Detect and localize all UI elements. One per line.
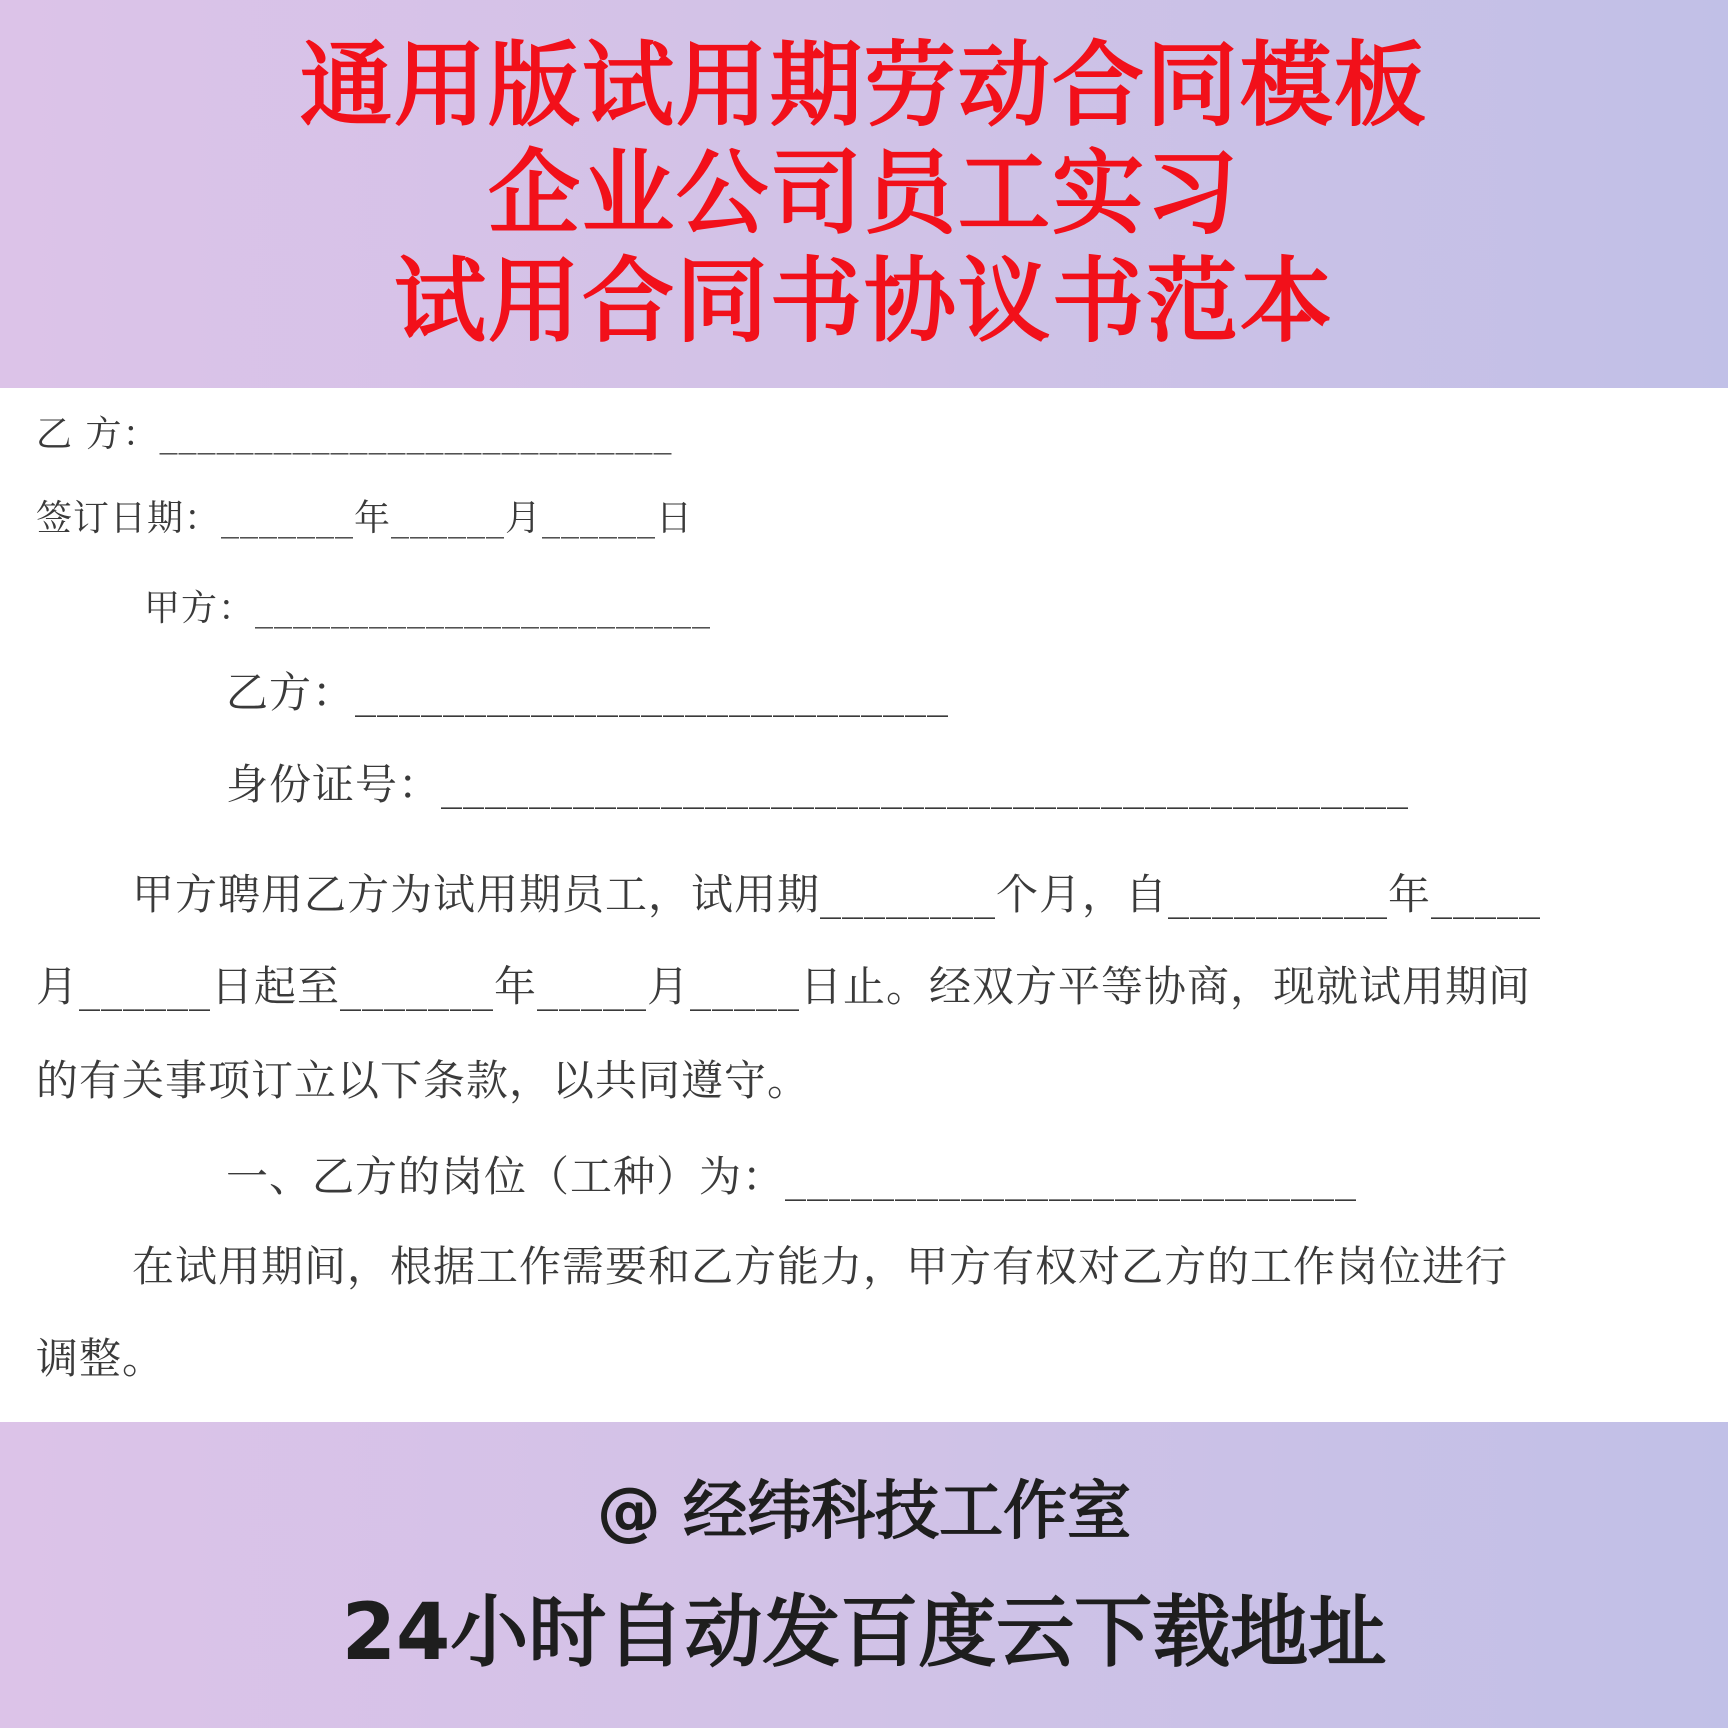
header-banner [0,0,1728,388]
party-b-line: 乙 方：___________________________ [36,414,673,455]
title-line-2: 企业公司员工实习 [487,140,1240,247]
party-a-line: 甲方：________________________ [144,588,712,629]
title-line-1: 通用版试用期劳动合同模板 [299,32,1428,139]
paragraph-1-line-2: 月______日起至_______年_____月_____日止。经双方平等协商，现就试用期间 [36,962,1532,1011]
party-b-line-2: 乙方：___________________________ [226,668,950,717]
id-number-line: 身份证号：____________________________________________ [226,760,1410,809]
studio-credit: @ 经纬科技工作室 [596,1475,1132,1549]
paragraph-1-line-1: 甲方聘用乙方为试用期员工，试用期________个月，自__________年_____ [132,870,1542,919]
footer-banner [0,1422,1728,1728]
contract-document [0,388,1728,1422]
paragraph-1-line-3: 的有关事项订立以下条款，以共同遵守。 [36,1056,811,1105]
clause-1-position: 一、乙方的岗位（工种）为：__________________________ [226,1152,1358,1201]
download-notice: 24小时自动发百度云下载地址 [341,1588,1387,1678]
title-line-3: 试用合同书协议书范本 [393,248,1334,355]
paragraph-2-line-2: 调整。 [36,1334,166,1383]
paragraph-2-line-1: 在试用期间，根据工作需要和乙方能力，甲方有权对乙方的工作岗位进行 [132,1242,1509,1291]
sign-date-line: 签订日期：_______年______月______日 [36,498,694,539]
